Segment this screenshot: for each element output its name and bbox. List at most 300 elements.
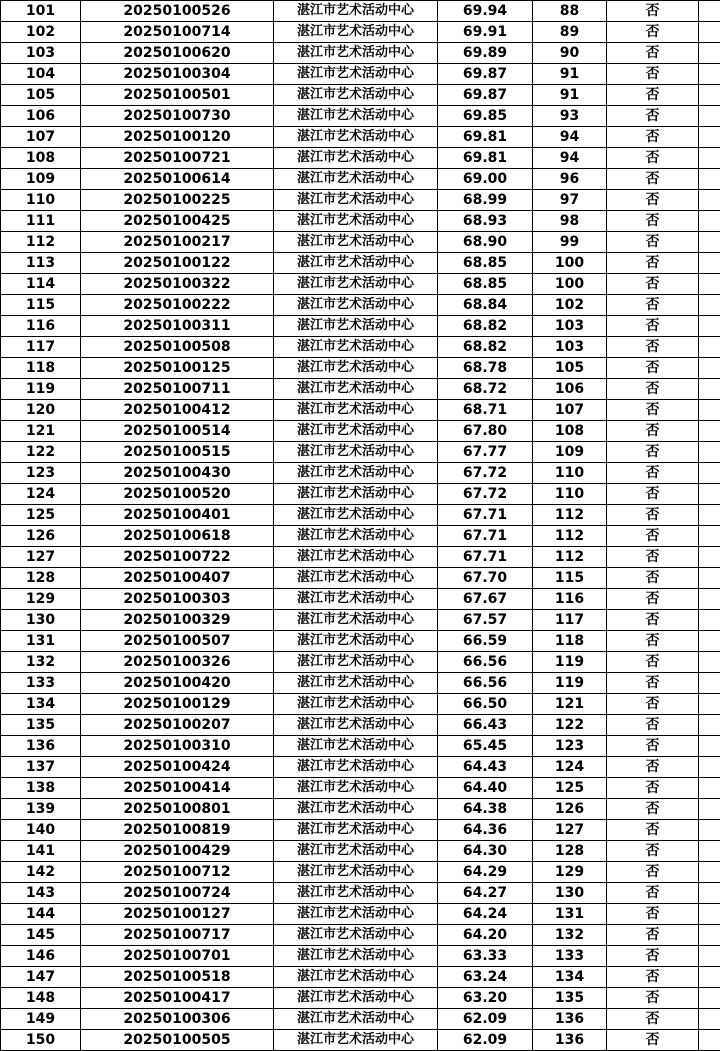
table-row (1, 820, 720, 841)
score-cell: 66.56 (438, 673, 533, 694)
unit-cell: 湛江市艺术活动中心 (274, 967, 438, 988)
score-cell: 68.72 (438, 379, 533, 400)
rank-cell: 103 (533, 316, 607, 337)
rank-cell: 112 (533, 526, 607, 547)
score-cell: 67.70 (438, 568, 533, 589)
seq-cell: 120 (1, 400, 81, 421)
remark-cell (699, 1030, 720, 1051)
interview-cell: 否 (607, 757, 699, 778)
score-cell: 62.09 (438, 1030, 533, 1051)
score-cell: 68.71 (438, 400, 533, 421)
interview-cell: 否 (607, 442, 699, 463)
remark-cell (699, 736, 720, 757)
remark-cell (699, 778, 720, 799)
table-row (1, 631, 720, 652)
table-row (1, 904, 720, 925)
score-cell: 64.30 (438, 841, 533, 862)
interview-cell: 否 (607, 736, 699, 757)
remark-cell (699, 379, 720, 400)
table-row (1, 736, 720, 757)
remark-cell (699, 190, 720, 211)
unit-cell: 湛江市艺术活动中心 (274, 22, 438, 43)
score-cell: 68.78 (438, 358, 533, 379)
interview-cell: 否 (607, 610, 699, 631)
exam-id-cell: 20250100407 (81, 568, 274, 589)
score-cell: 63.20 (438, 988, 533, 1009)
unit-cell: 湛江市艺术活动中心 (274, 1009, 438, 1030)
rank-cell: 106 (533, 379, 607, 400)
exam-id-cell: 20250100507 (81, 631, 274, 652)
rank-cell: 102 (533, 295, 607, 316)
unit-cell: 湛江市艺术活动中心 (274, 862, 438, 883)
unit-cell: 湛江市艺术活动中心 (274, 631, 438, 652)
table-row (1, 85, 720, 106)
rank-cell: 109 (533, 442, 607, 463)
seq-cell: 138 (1, 778, 81, 799)
unit-cell: 湛江市艺术活动中心 (274, 253, 438, 274)
seq-cell: 130 (1, 610, 81, 631)
unit-cell: 湛江市艺术活动中心 (274, 925, 438, 946)
interview-cell: 否 (607, 337, 699, 358)
seq-cell: 140 (1, 820, 81, 841)
unit-cell: 湛江市艺术活动中心 (274, 778, 438, 799)
rank-cell: 135 (533, 988, 607, 1009)
remark-cell (699, 358, 720, 379)
seq-cell: 118 (1, 358, 81, 379)
interview-cell: 否 (607, 127, 699, 148)
table-row (1, 1030, 720, 1051)
exam-id-cell: 20250100310 (81, 736, 274, 757)
unit-cell: 湛江市艺术活动中心 (274, 337, 438, 358)
remark-cell (699, 631, 720, 652)
exam-id-cell: 20250100819 (81, 820, 274, 841)
interview-cell: 否 (607, 316, 699, 337)
exam-id-cell: 20250100701 (81, 946, 274, 967)
unit-cell: 湛江市艺术活动中心 (274, 169, 438, 190)
score-cell: 66.59 (438, 631, 533, 652)
unit-cell: 湛江市艺术活动中心 (274, 883, 438, 904)
seq-cell: 145 (1, 925, 81, 946)
table-row (1, 757, 720, 778)
unit-cell: 湛江市艺术活动中心 (274, 148, 438, 169)
rank-cell: 108 (533, 421, 607, 442)
unit-cell: 湛江市艺术活动中心 (274, 652, 438, 673)
table-row (1, 64, 720, 85)
interview-cell: 否 (607, 85, 699, 106)
rank-cell: 88 (533, 1, 607, 22)
seq-cell: 119 (1, 379, 81, 400)
score-cell: 67.77 (438, 442, 533, 463)
exam-id-cell: 20250100322 (81, 274, 274, 295)
unit-cell: 湛江市艺术活动中心 (274, 589, 438, 610)
exam-id-cell: 20250100508 (81, 337, 274, 358)
table-row (1, 190, 720, 211)
table-row (1, 22, 720, 43)
remark-cell (699, 274, 720, 295)
table-row (1, 988, 720, 1009)
unit-cell: 湛江市艺术活动中心 (274, 274, 438, 295)
score-cell: 64.20 (438, 925, 533, 946)
interview-cell: 否 (607, 253, 699, 274)
score-cell: 69.89 (438, 43, 533, 64)
table-row (1, 400, 720, 421)
table-body (1, 1, 720, 1051)
interview-cell: 否 (607, 358, 699, 379)
seq-cell: 136 (1, 736, 81, 757)
seq-cell: 131 (1, 631, 81, 652)
exam-id-cell: 20250100730 (81, 106, 274, 127)
exam-id-cell: 20250100518 (81, 967, 274, 988)
rank-cell: 131 (533, 904, 607, 925)
seq-cell: 107 (1, 127, 81, 148)
seq-cell: 134 (1, 694, 81, 715)
unit-cell: 湛江市艺术活动中心 (274, 610, 438, 631)
interview-cell: 否 (607, 400, 699, 421)
exam-id-cell: 20250100207 (81, 715, 274, 736)
unit-cell: 湛江市艺术活动中心 (274, 85, 438, 106)
interview-cell: 否 (607, 652, 699, 673)
seq-cell: 102 (1, 22, 81, 43)
remark-cell (699, 694, 720, 715)
interview-cell: 否 (607, 1030, 699, 1051)
exam-id-cell: 20250100430 (81, 463, 274, 484)
rank-cell: 91 (533, 64, 607, 85)
seq-cell: 137 (1, 757, 81, 778)
interview-cell: 否 (607, 547, 699, 568)
seq-cell: 112 (1, 232, 81, 253)
interview-cell: 否 (607, 421, 699, 442)
seq-cell: 127 (1, 547, 81, 568)
score-cell: 67.71 (438, 505, 533, 526)
score-cell: 68.82 (438, 337, 533, 358)
score-cell: 64.24 (438, 904, 533, 925)
exam-id-cell: 20250100505 (81, 1030, 274, 1051)
exam-id-cell: 20250100303 (81, 589, 274, 610)
remark-cell (699, 505, 720, 526)
remark-cell (699, 526, 720, 547)
score-cell: 67.71 (438, 547, 533, 568)
exam-id-cell: 20250100711 (81, 379, 274, 400)
unit-cell: 湛江市艺术活动中心 (274, 757, 438, 778)
seq-cell: 150 (1, 1030, 81, 1051)
score-cell: 67.72 (438, 463, 533, 484)
rank-cell: 129 (533, 862, 607, 883)
rank-cell: 89 (533, 22, 607, 43)
remark-cell (699, 484, 720, 505)
rank-cell: 117 (533, 610, 607, 631)
rank-cell: 126 (533, 799, 607, 820)
remark-cell (699, 757, 720, 778)
table-row (1, 547, 720, 568)
remark-cell (699, 1009, 720, 1030)
remark-cell (699, 925, 720, 946)
seq-cell: 142 (1, 862, 81, 883)
unit-cell: 湛江市艺术活动中心 (274, 358, 438, 379)
score-cell: 65.45 (438, 736, 533, 757)
unit-cell: 湛江市艺术活动中心 (274, 1030, 438, 1051)
remark-cell (699, 85, 720, 106)
exam-id-cell: 20250100125 (81, 358, 274, 379)
unit-cell: 湛江市艺术活动中心 (274, 820, 438, 841)
rank-cell: 124 (533, 757, 607, 778)
rank-cell: 100 (533, 274, 607, 295)
score-cell: 69.81 (438, 148, 533, 169)
rank-cell: 134 (533, 967, 607, 988)
rank-cell: 110 (533, 484, 607, 505)
unit-cell: 湛江市艺术活动中心 (274, 442, 438, 463)
unit-cell: 湛江市艺术活动中心 (274, 400, 438, 421)
remark-cell (699, 211, 720, 232)
unit-cell: 湛江市艺术活动中心 (274, 904, 438, 925)
interview-cell: 否 (607, 526, 699, 547)
rank-cell: 97 (533, 190, 607, 211)
seq-cell: 128 (1, 568, 81, 589)
unit-cell: 湛江市艺术活动中心 (274, 421, 438, 442)
score-cell: 67.72 (438, 484, 533, 505)
seq-cell: 132 (1, 652, 81, 673)
remark-cell (699, 568, 720, 589)
interview-cell: 否 (607, 1, 699, 22)
table-row (1, 589, 720, 610)
remark-cell (699, 316, 720, 337)
seq-cell: 135 (1, 715, 81, 736)
table-row (1, 715, 720, 736)
interview-cell: 否 (607, 799, 699, 820)
unit-cell: 湛江市艺术活动中心 (274, 841, 438, 862)
score-cell: 68.90 (438, 232, 533, 253)
table-row (1, 379, 720, 400)
score-cell: 68.85 (438, 253, 533, 274)
seq-cell: 147 (1, 967, 81, 988)
exam-id-cell: 20250100801 (81, 799, 274, 820)
interview-cell: 否 (607, 484, 699, 505)
score-cell: 63.33 (438, 946, 533, 967)
remark-cell (699, 22, 720, 43)
interview-cell: 否 (607, 169, 699, 190)
table-row (1, 442, 720, 463)
table-row (1, 778, 720, 799)
score-cell: 69.85 (438, 106, 533, 127)
table-row (1, 421, 720, 442)
unit-cell: 湛江市艺术活动中心 (274, 505, 438, 526)
seq-cell: 116 (1, 316, 81, 337)
rank-cell: 132 (533, 925, 607, 946)
score-cell: 64.43 (438, 757, 533, 778)
exam-id-cell: 20250100306 (81, 1009, 274, 1030)
rank-cell: 119 (533, 673, 607, 694)
remark-cell (699, 64, 720, 85)
exam-id-cell: 20250100329 (81, 610, 274, 631)
seq-cell: 117 (1, 337, 81, 358)
interview-cell: 否 (607, 232, 699, 253)
table-row (1, 211, 720, 232)
table-row (1, 274, 720, 295)
remark-cell (699, 610, 720, 631)
unit-cell: 湛江市艺术活动中心 (274, 799, 438, 820)
exam-id-cell: 20250100222 (81, 295, 274, 316)
score-cell: 69.87 (438, 85, 533, 106)
interview-cell: 否 (607, 43, 699, 64)
remark-cell (699, 1, 720, 22)
score-cell: 67.71 (438, 526, 533, 547)
seq-cell: 111 (1, 211, 81, 232)
interview-cell: 否 (607, 904, 699, 925)
score-cell: 67.57 (438, 610, 533, 631)
score-cell: 68.84 (438, 295, 533, 316)
rank-cell: 112 (533, 505, 607, 526)
score-cell: 68.99 (438, 190, 533, 211)
interview-cell: 否 (607, 778, 699, 799)
seq-cell: 139 (1, 799, 81, 820)
score-cell: 64.27 (438, 883, 533, 904)
rank-cell: 110 (533, 463, 607, 484)
table-row (1, 106, 720, 127)
rank-cell: 123 (533, 736, 607, 757)
remark-cell (699, 988, 720, 1009)
score-cell: 66.50 (438, 694, 533, 715)
rank-cell: 121 (533, 694, 607, 715)
seq-cell: 126 (1, 526, 81, 547)
rank-cell: 130 (533, 883, 607, 904)
rank-cell: 94 (533, 148, 607, 169)
seq-cell: 123 (1, 463, 81, 484)
score-cell: 67.67 (438, 589, 533, 610)
interview-cell: 否 (607, 463, 699, 484)
interview-cell: 否 (607, 673, 699, 694)
interview-cell: 否 (607, 946, 699, 967)
remark-cell (699, 652, 720, 673)
seq-cell: 125 (1, 505, 81, 526)
interview-cell: 否 (607, 1009, 699, 1030)
unit-cell: 湛江市艺术活动中心 (274, 526, 438, 547)
unit-cell: 湛江市艺术活动中心 (274, 673, 438, 694)
table-row (1, 253, 720, 274)
exam-id-cell: 20250100401 (81, 505, 274, 526)
score-cell: 64.40 (438, 778, 533, 799)
exam-id-cell: 20250100526 (81, 1, 274, 22)
remark-cell (699, 295, 720, 316)
remark-cell (699, 883, 720, 904)
remark-cell (699, 463, 720, 484)
table-row (1, 652, 720, 673)
table-row (1, 799, 720, 820)
score-cell: 62.09 (438, 1009, 533, 1030)
table-row (1, 526, 720, 547)
table-row (1, 463, 720, 484)
remark-cell (699, 232, 720, 253)
table-row (1, 358, 720, 379)
interview-cell: 否 (607, 841, 699, 862)
rank-cell: 122 (533, 715, 607, 736)
table-row (1, 1, 720, 22)
remark-cell (699, 400, 720, 421)
exam-id-cell: 20250100714 (81, 22, 274, 43)
unit-cell: 湛江市艺术活动中心 (274, 1, 438, 22)
unit-cell: 湛江市艺术活动中心 (274, 379, 438, 400)
table-row (1, 484, 720, 505)
exam-id-cell: 20250100304 (81, 64, 274, 85)
unit-cell: 湛江市艺术活动中心 (274, 190, 438, 211)
interview-cell: 否 (607, 967, 699, 988)
score-cell: 69.94 (438, 1, 533, 22)
score-cell: 68.82 (438, 316, 533, 337)
exam-id-cell: 20250100425 (81, 211, 274, 232)
seq-cell: 104 (1, 64, 81, 85)
interview-cell: 否 (607, 820, 699, 841)
unit-cell: 湛江市艺术活动中心 (274, 106, 438, 127)
interview-cell: 否 (607, 925, 699, 946)
seq-cell: 110 (1, 190, 81, 211)
rank-cell: 119 (533, 652, 607, 673)
exam-id-cell: 20250100417 (81, 988, 274, 1009)
remark-cell (699, 43, 720, 64)
interview-cell: 否 (607, 106, 699, 127)
rank-cell: 105 (533, 358, 607, 379)
seq-cell: 121 (1, 421, 81, 442)
remark-cell (699, 421, 720, 442)
seq-cell: 148 (1, 988, 81, 1009)
score-cell: 69.81 (438, 127, 533, 148)
exam-id-cell: 20250100420 (81, 673, 274, 694)
seq-cell: 149 (1, 1009, 81, 1030)
remark-cell (699, 967, 720, 988)
unit-cell: 湛江市艺术活动中心 (274, 64, 438, 85)
score-cell: 64.29 (438, 862, 533, 883)
exam-id-cell: 20250100614 (81, 169, 274, 190)
rank-cell: 125 (533, 778, 607, 799)
table-row (1, 148, 720, 169)
table-row (1, 1009, 720, 1030)
interview-cell: 否 (607, 694, 699, 715)
table-row (1, 883, 720, 904)
rank-cell: 90 (533, 43, 607, 64)
unit-cell: 湛江市艺术活动中心 (274, 316, 438, 337)
score-cell: 67.80 (438, 421, 533, 442)
interview-cell: 否 (607, 379, 699, 400)
score-cell: 66.43 (438, 715, 533, 736)
interview-cell: 否 (607, 883, 699, 904)
remark-cell (699, 946, 720, 967)
remark-cell (699, 820, 720, 841)
table-row (1, 946, 720, 967)
seq-cell: 144 (1, 904, 81, 925)
interview-cell: 否 (607, 715, 699, 736)
score-cell: 69.87 (438, 64, 533, 85)
exam-id-cell: 20250100712 (81, 862, 274, 883)
interview-cell: 否 (607, 505, 699, 526)
exam-id-cell: 20250100717 (81, 925, 274, 946)
interview-cell: 否 (607, 22, 699, 43)
seq-cell: 114 (1, 274, 81, 295)
seq-cell: 124 (1, 484, 81, 505)
table-row (1, 610, 720, 631)
remark-cell (699, 589, 720, 610)
exam-id-cell: 20250100120 (81, 127, 274, 148)
table-row (1, 841, 720, 862)
table-row (1, 568, 720, 589)
seq-cell: 133 (1, 673, 81, 694)
interview-cell: 否 (607, 148, 699, 169)
exam-id-cell: 20250100515 (81, 442, 274, 463)
seq-cell: 108 (1, 148, 81, 169)
seq-cell: 105 (1, 85, 81, 106)
exam-id-cell: 20250100620 (81, 43, 274, 64)
rank-cell: 127 (533, 820, 607, 841)
rank-cell: 96 (533, 169, 607, 190)
table-row (1, 694, 720, 715)
table-row (1, 505, 720, 526)
remark-cell (699, 547, 720, 568)
